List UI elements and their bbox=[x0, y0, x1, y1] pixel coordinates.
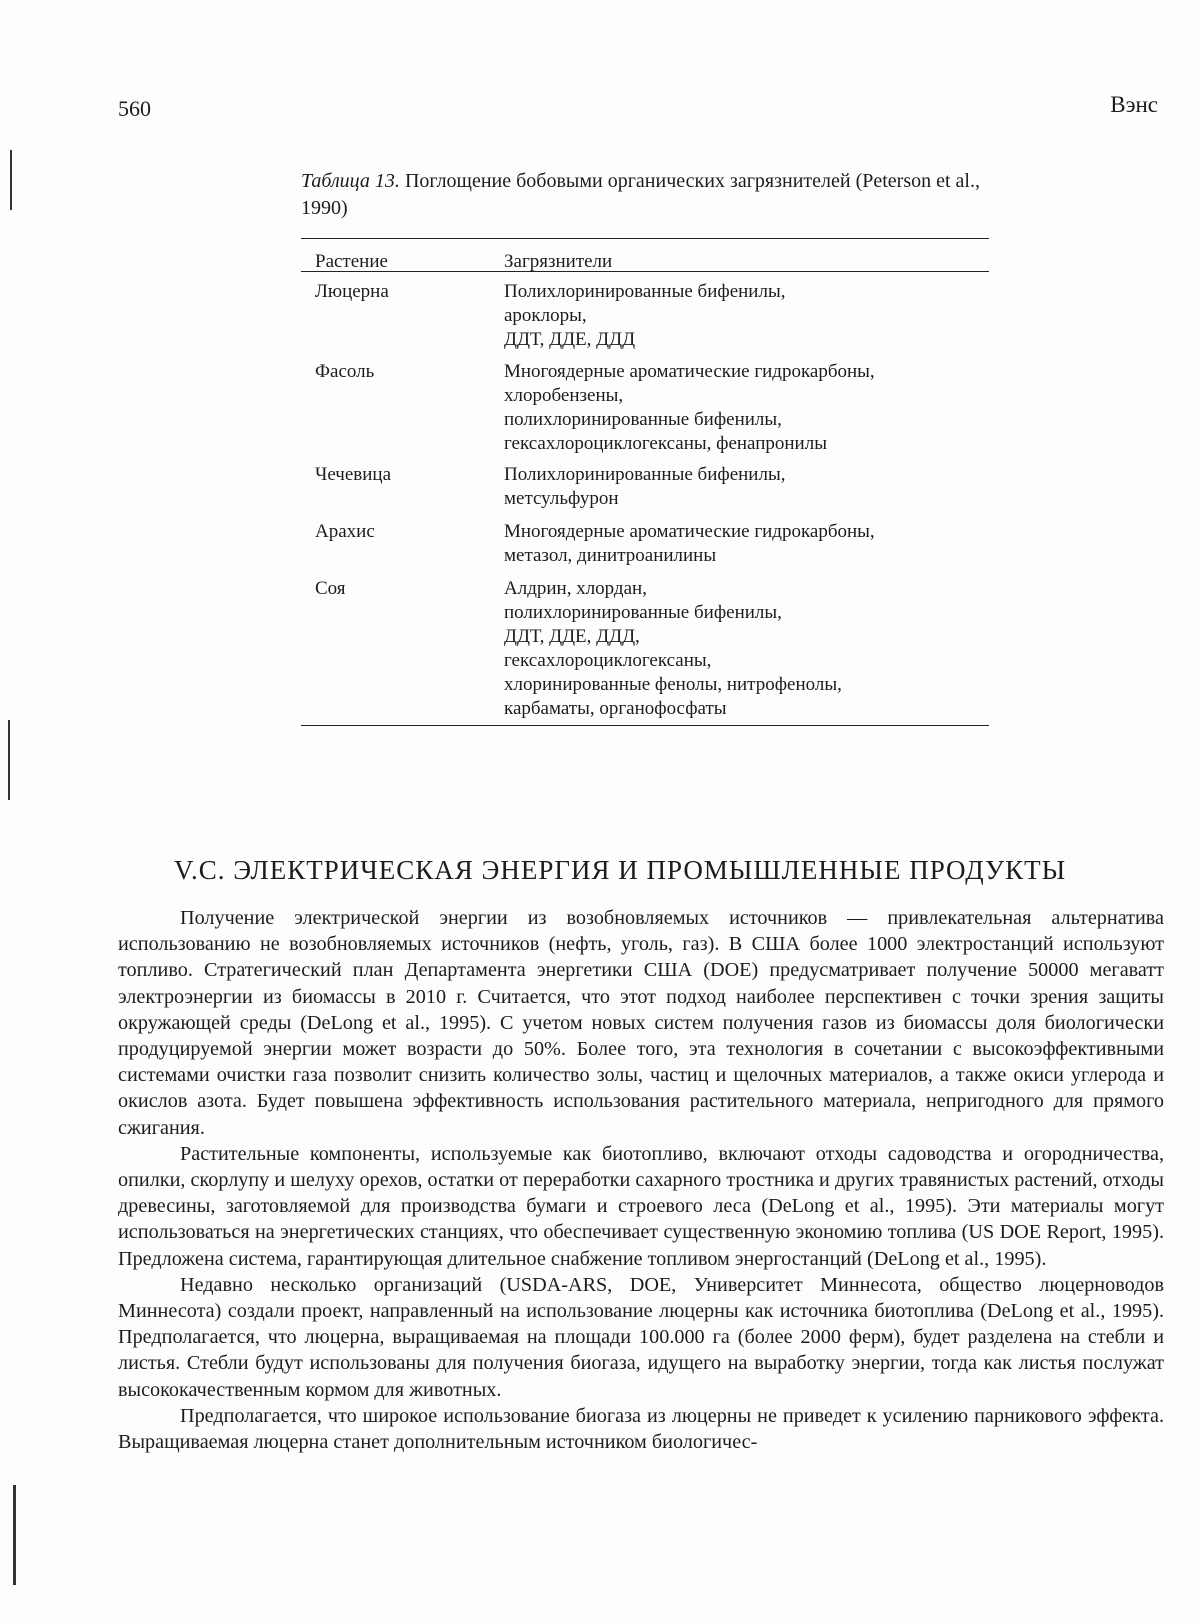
plant-name: Арахис bbox=[315, 520, 375, 544]
paragraph: Получение электрической энергии из возобновляемых источников — привлекательная альтернатива использованию не возобновляемых источников (нефть, уголь, газ). В США более 1000 электростанций используют топливо. Стратегический план Департамента энергетики США (DOE) предусматривает получение 50000 мегаватт электроэнергии из биомассы в 2010 г. Считается, что этот подход наиболее перспективен с точки зрения защиты окружающей среды (DeLong et al., 1995). С учетом новых систем получения газов из биомассы доля биологически продуцируемой энергии может возрасти до 50%. Более того, эта технология в сочетании с высокоэффективными системами очистки газа позволит снизить количество золы, частиц и щелочных материалов, а также окиси углерода и окислов азота. Будет повышена эффективность использования растительного материала, непригодного для прямого сжигания. bbox=[118, 905, 1164, 1141]
table-bottom-rule bbox=[301, 725, 989, 726]
pollutant-list bbox=[504, 520, 875, 568]
pollutant-line: гексахлороциклогексаны, фенапронилы bbox=[504, 432, 875, 456]
column-header-plant: Растение bbox=[315, 250, 388, 274]
paragraph: Растительные компоненты, используемые как биотопливо, включают отходы садоводства и огородничества, опилки, скорлупу и шелуху орехов, остатки от переработки сахарного тростника и других травянистых растений, отходы древесины, заготовляемой для производства бумаги и строевого леса (DeLong et al., 1995). Эти материалы могут использоваться на энергетических станциях, что обеспечивает существенную экономию топлива (US DOE Report, 1995). Предложена система, гарантирующая длительное снабжение топливом энергостанций (DeLong et al., 1995). bbox=[118, 1141, 1164, 1272]
pollutant-list bbox=[504, 360, 875, 456]
paragraph: Предполагается, что широкое использование биогаза из люцерны не приведет к усилению парникового эффекта. Выращиваемая люцерна станет дополнительным источником биологичес- bbox=[118, 1403, 1164, 1455]
pollutant-line: карбаматы, органофосфаты bbox=[504, 697, 842, 721]
pollutant-line: ароклоры, bbox=[504, 304, 785, 328]
table-caption-label: Таблица 13. bbox=[301, 170, 400, 192]
pollutant-line: Многоядерные ароматические гидрокарбоны, bbox=[504, 520, 875, 544]
pollutant-line: метсульфурон bbox=[504, 487, 785, 511]
pollutant-line: ДДТ, ДДЕ, ДДД bbox=[504, 328, 785, 352]
plant-name: Чечевица bbox=[315, 463, 391, 487]
pollutant-list bbox=[504, 577, 842, 721]
scan-artifact bbox=[13, 1485, 16, 1585]
pollutant-line: хлоробензены, bbox=[504, 384, 875, 408]
pollutant-line: Многоядерные ароматические гидрокарбоны, bbox=[504, 360, 875, 384]
table-top-rule bbox=[301, 238, 989, 239]
pollutant-line: полихлоринированные бифенилы, bbox=[504, 408, 875, 432]
plant-name: Фасоль bbox=[315, 360, 374, 384]
body-text bbox=[118, 905, 1164, 1455]
pollutant-list bbox=[504, 280, 785, 352]
document-page bbox=[0, 0, 1200, 1624]
section-heading: V.C. ЭЛЕКТРИЧЕСКАЯ ЭНЕРГИЯ И ПРОМЫШЛЕННЫЕ ПРОДУКТЫ bbox=[174, 855, 1066, 886]
column-header-pollutants: Загрязнители bbox=[504, 250, 612, 274]
pollutant-line: хлоринированные фенолы, нитрофенолы, bbox=[504, 673, 842, 697]
scan-artifact bbox=[8, 720, 10, 800]
pollutant-line: Полихлоринированные бифенилы, bbox=[504, 463, 785, 487]
pollutant-line: Полихлоринированные бифенилы, bbox=[504, 280, 785, 304]
running-header-author: Вэнс bbox=[1110, 92, 1158, 118]
pollutant-line: ДДТ, ДДЕ, ДДД, bbox=[504, 625, 842, 649]
page-number: 560 bbox=[118, 96, 151, 122]
pollutant-list bbox=[504, 463, 785, 511]
pollutant-line: полихлоринированные бифенилы, bbox=[504, 601, 842, 625]
plant-name: Люцерна bbox=[315, 280, 389, 304]
pollutant-line: метазол, динитроанилины bbox=[504, 544, 875, 568]
table-header-rule bbox=[301, 271, 989, 272]
plant-name: Соя bbox=[315, 577, 346, 601]
pollutant-line: Алдрин, хлордан, bbox=[504, 577, 842, 601]
pollutant-line: гексахлороциклогексаны, bbox=[504, 649, 842, 673]
paragraph: Недавно несколько организаций (USDA-ARS, DOE, Университет Миннесота, общество люцерноводов Миннесота) создали проект, направленный на использование люцерны как источника биотоплива (DeLong et al., 1995). Предполагается, что люцерна, выращиваемая на площади 100.000 га (более 2000 ферм), будет разделена на стебли и листья. Стебли будут использованы для получения биогаза, идущего на выработку энергии, тогда как листья послужат высококачественным кормом для животных. bbox=[118, 1272, 1164, 1403]
table-caption bbox=[301, 168, 991, 222]
table-caption-text: Поглощение бобовыми органических загрязнителей (Peterson et al., 1990) bbox=[301, 170, 980, 219]
scan-artifact bbox=[10, 150, 12, 210]
